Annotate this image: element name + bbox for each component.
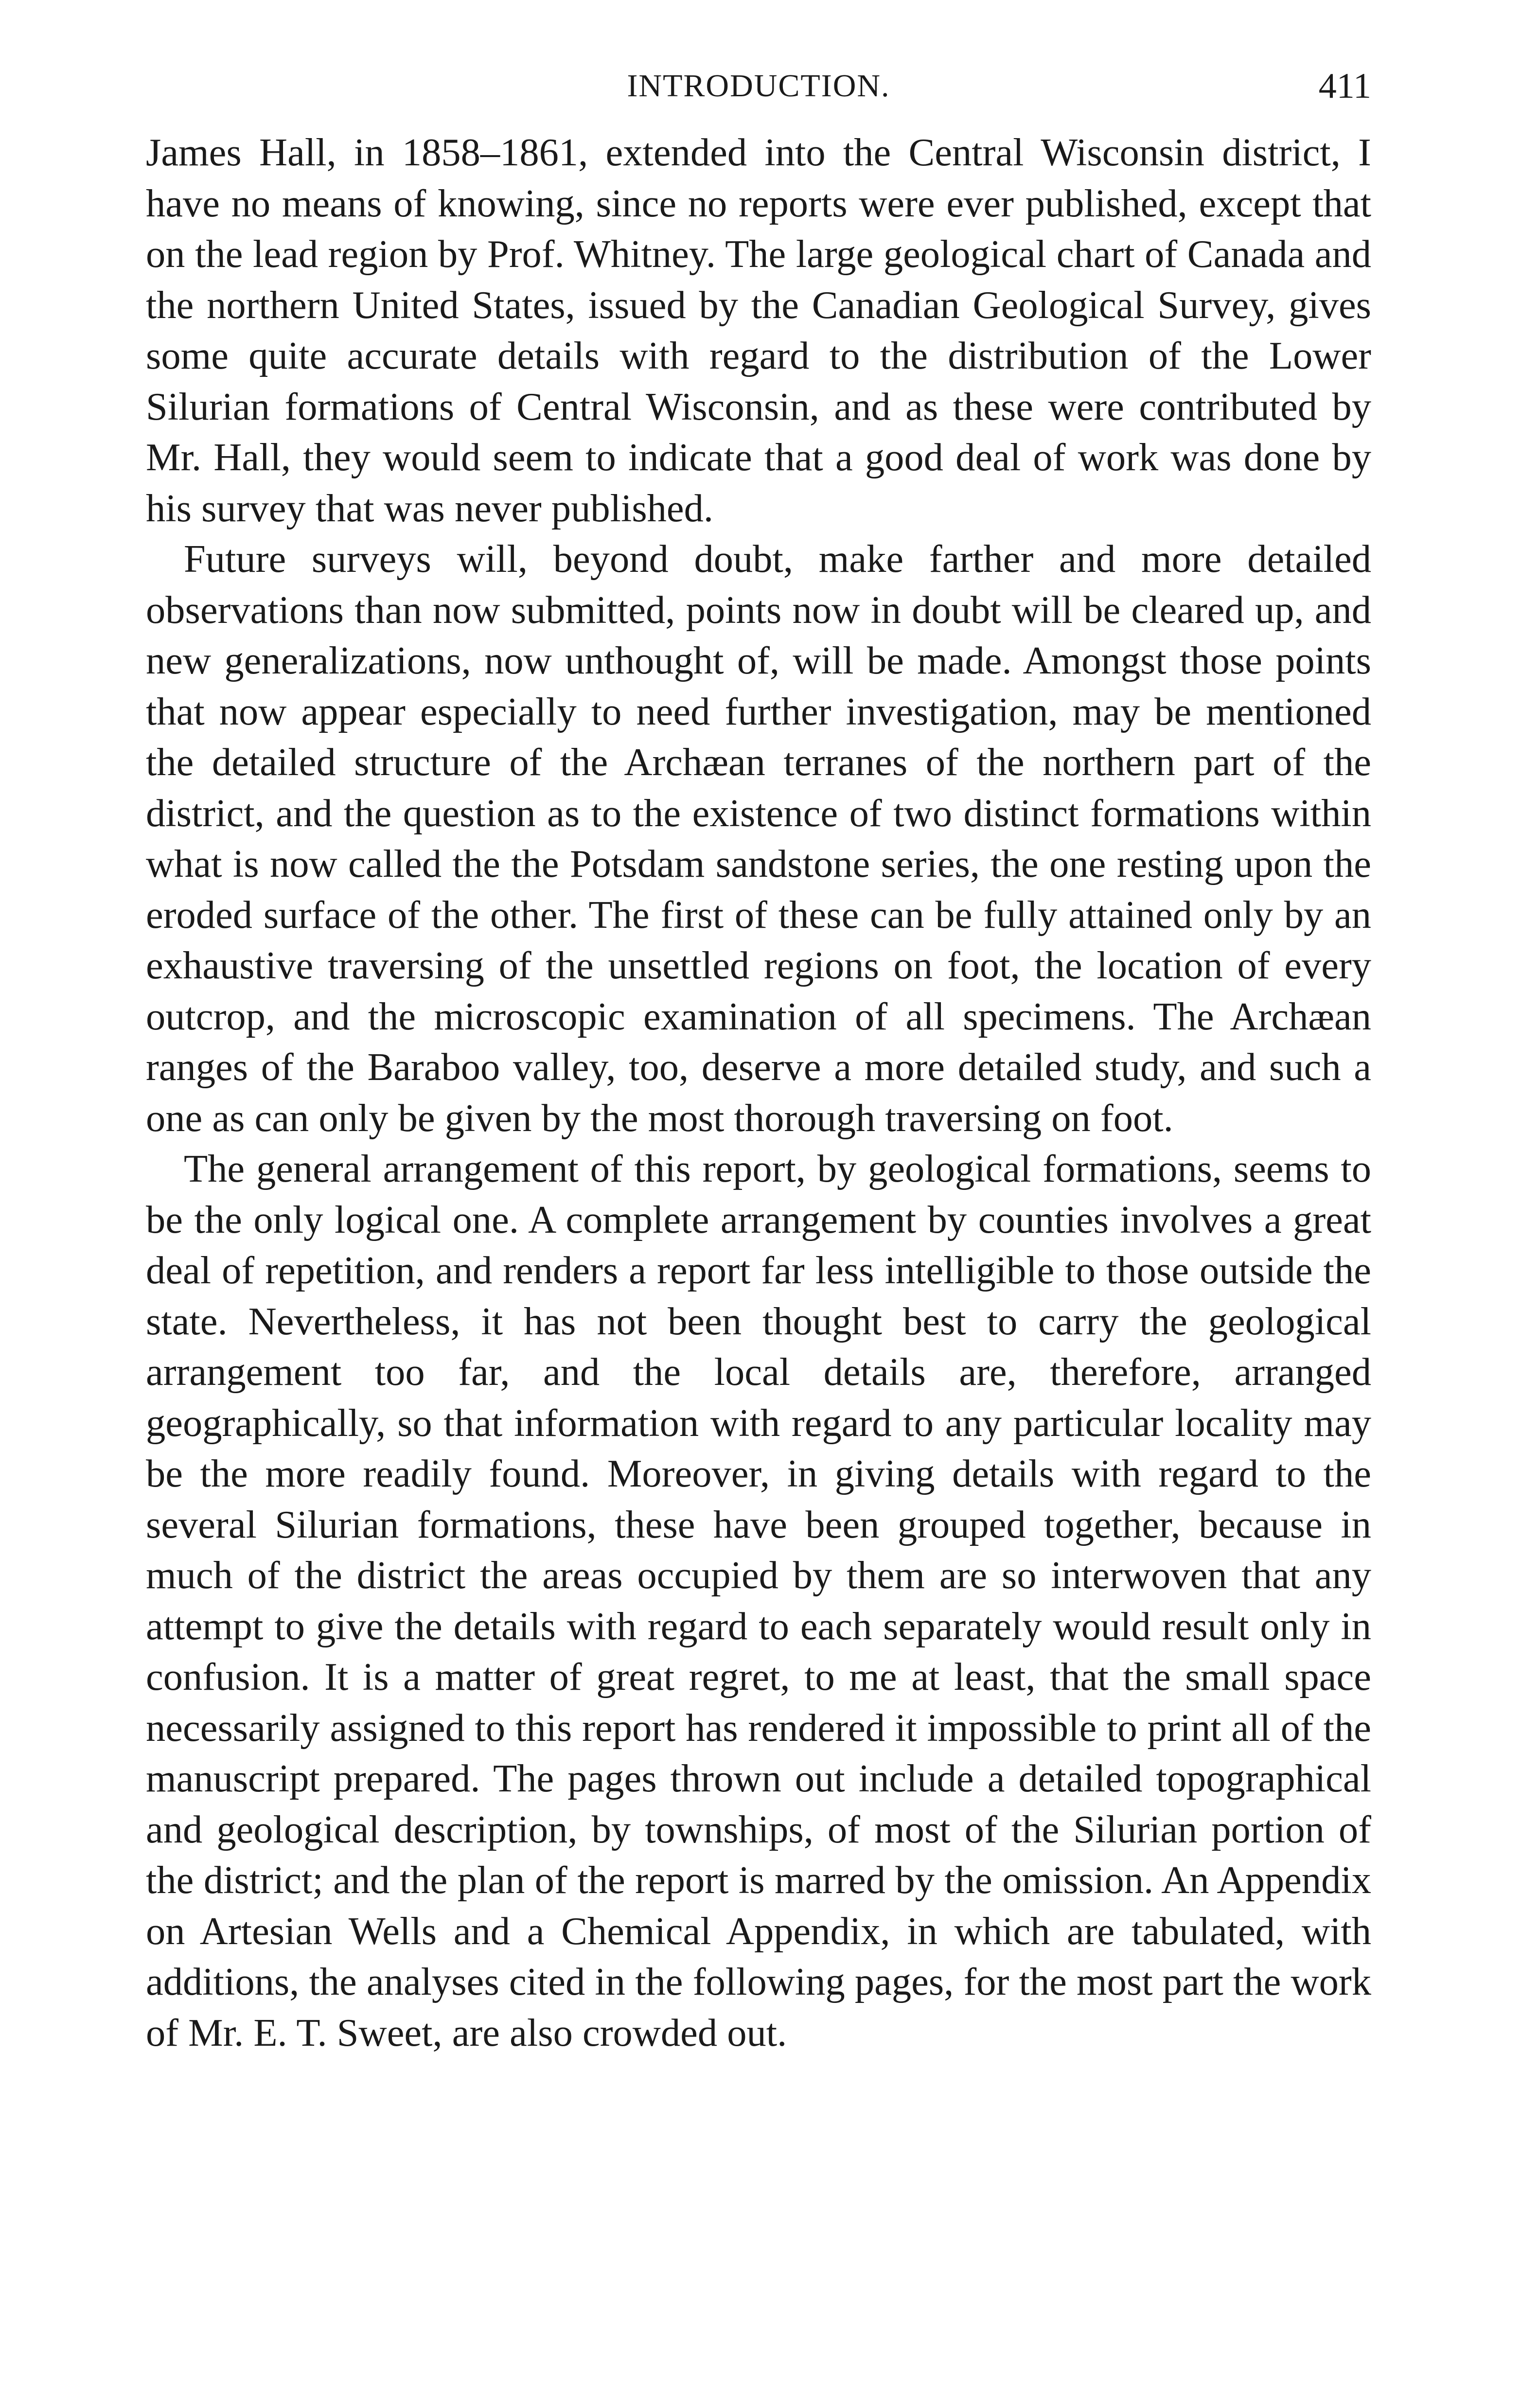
paragraph-future-surveys: Future surveys will, beyond doubt, make farther and more detailed observations than now submitted, points now in doubt will be cleared up, and new generalizations, now unthought of, will be made. Amongst those points that now appear especially to need further investigation, may be mentioned the detailed structure of the Archæan terranes of the northern part of the district, and the question as to the existence of two distinct formations within what is now called the the Potsdam sandstone series, the one resting upon the eroded surface of the other. The first of these can be fully attained only by an exhaustive traversing of the unsettled regions on foot, the location of every outcrop, and the microscopic examination of all specimens. The Archæan ranges of the Baraboo valley, too, deserve a more detailed study, and such a one as can only be given by the most thorough traversing on foot. [146, 537, 1371, 1140]
paragraph-continuation: James Hall, in 1858–1861, extended into the Central Wisconsin district, I have no means of knowing, since no reports were ever published, except that on the lead region by Prof. Whitney. The large geological chart of Canada and the northern United States, issued by the Canadian Geological Survey, gives some quite accurate details with regard to the distribution of the Lower Silurian formations of Central Wisconsin, and as these were contributed by Mr. Hall, they would seem to indicate that a good deal of work was done by his survey that was never published. [146, 131, 1371, 530]
body-text [146, 127, 1371, 2058]
running-head [146, 59, 1371, 113]
paragraph-general-arrangement: The general arrangement of this report, by geological formations, seems to be the only logical one. A complete arrangement by counties involves a great deal of repetition, and renders a report far less intelligible to those outside the state. Nevertheless, it has not been thought best to carry the geological arrangement too far, and the local details are, therefore, arranged geographically, so that information with regard to any particular locality may be the more readily found. Moreover, in giving details with regard to the several Silurian formations, these have been grouped together, because in much of the district the areas occupied by them are so interwoven that any attempt to give the details with regard to each separately would result only in confusion. It is a matter of great regret, to me at least, that the small space necessarily assigned to this report has rendered it impossible to print all of the manuscript prepared. The pages thrown out include a detailed topographical and geological description, by townships, of most of the Silurian portion of the district; and the plan of the report is marred by the omission. An Appendix on Artesian Wells and a Chemical Appendix, in which are tabulated, with additions, the analyses cited in the following pages, for the most part the work of Mr. E. T. Sweet, are also crowded out. [146, 1147, 1371, 2054]
page-number: 411 [1318, 66, 1371, 106]
running-title: INTRODUCTION. [627, 68, 890, 104]
